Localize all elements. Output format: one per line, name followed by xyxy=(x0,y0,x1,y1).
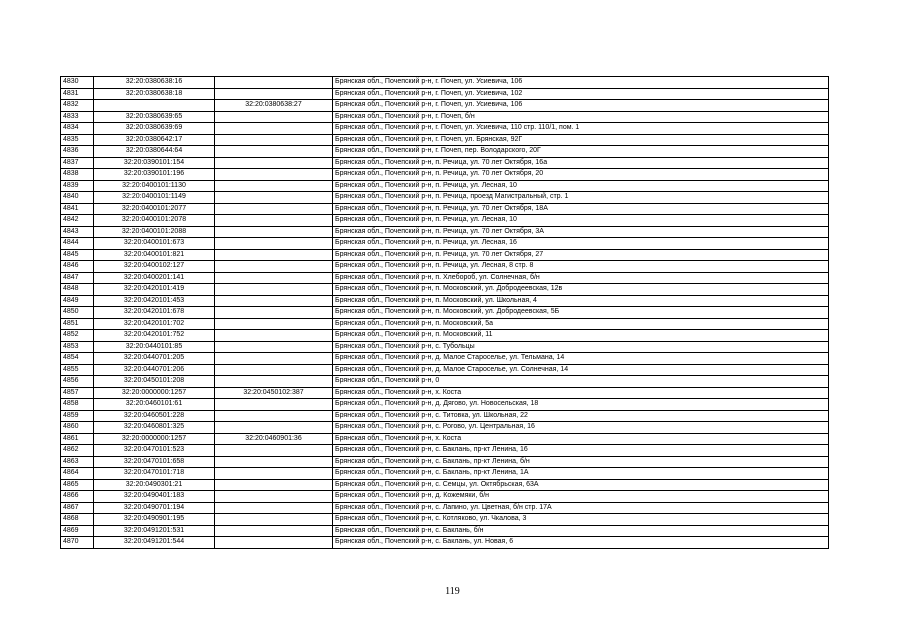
row-number-cell: 4845 xyxy=(61,249,94,261)
parent-cadastral-number-cell xyxy=(215,203,333,215)
cadastral-number-cell: 32:20:0420101:752 xyxy=(94,330,215,342)
row-number-cell: 4843 xyxy=(61,226,94,238)
page-number: 119 xyxy=(445,586,460,597)
row-number-cell: 4854 xyxy=(61,353,94,365)
cadastral-number-cell: 32:20:0390101:196 xyxy=(94,169,215,181)
cadastral-number-cell: 32:20:0000000:1257 xyxy=(94,387,215,399)
address-cell: Брянская обл., Почепский р-н, г. Почеп, ул. Усиевича, 102 xyxy=(333,88,829,100)
address-cell: Брянская обл., Почепский р-н, с. Рогово, ул. Центральная, 16 xyxy=(333,422,829,434)
cadastral-number-cell: 32:20:0380642:17 xyxy=(94,134,215,146)
row-number-cell: 4851 xyxy=(61,318,94,330)
row-number-cell: 4839 xyxy=(61,180,94,192)
row-number-cell: 4841 xyxy=(61,203,94,215)
address-cell: Брянская обл., Почепский р-н, п. Речица, ул. 70 лет Октября, 3А xyxy=(333,226,829,238)
row-number-cell: 4859 xyxy=(61,410,94,422)
parent-cadastral-number-cell: 32:20:0380638:27 xyxy=(215,100,333,112)
cadastral-number-cell: 32:20:0380639:65 xyxy=(94,111,215,123)
address-cell: Брянская обл., Почепский р-н, 0 xyxy=(333,376,829,388)
table-row xyxy=(61,537,829,549)
table-row xyxy=(61,456,829,468)
address-cell: Брянская обл., Почепский р-н, с. Титовка, ул. Школьная, 22 xyxy=(333,410,829,422)
parent-cadastral-number-cell xyxy=(215,330,333,342)
parent-cadastral-number-cell xyxy=(215,341,333,353)
address-cell: Брянская обл., Почепский р-н, п. Московский, ул. Добродеевская, 5Б xyxy=(333,307,829,319)
parent-cadastral-number-cell xyxy=(215,157,333,169)
address-cell: Брянская обл., Почепский р-н, п. Речица, ул. 70 лет Октября, 18А xyxy=(333,203,829,215)
address-cell: Брянская обл., Почепский р-н, г. Почеп, ул. Брянская, 92Г xyxy=(333,134,829,146)
row-number-cell: 4833 xyxy=(61,111,94,123)
parent-cadastral-number-cell xyxy=(215,272,333,284)
row-number-cell: 4862 xyxy=(61,445,94,457)
table-row xyxy=(61,157,829,169)
parent-cadastral-number-cell xyxy=(215,422,333,434)
table-row xyxy=(61,295,829,307)
cadastral-number-cell: 32:20:0400101:2078 xyxy=(94,215,215,227)
cadastral-number-cell: 32:20:0491201:544 xyxy=(94,537,215,549)
cadastral-number-cell: 32:20:0470101:658 xyxy=(94,456,215,468)
parent-cadastral-number-cell xyxy=(215,249,333,261)
cadastral-number-cell: 32:20:0400101:1130 xyxy=(94,180,215,192)
table-row xyxy=(61,111,829,123)
cadastral-number-cell: 32:20:0400101:673 xyxy=(94,238,215,250)
row-number-cell: 4857 xyxy=(61,387,94,399)
table-row xyxy=(61,226,829,238)
parent-cadastral-number-cell xyxy=(215,502,333,514)
cadastral-number-cell: 32:20:0450101:208 xyxy=(94,376,215,388)
cadastral-number-cell: 32:20:0380644:64 xyxy=(94,146,215,158)
row-number-cell: 4866 xyxy=(61,491,94,503)
address-cell: Брянская обл., Почепский р-н, п. Речица, ул. Лесная, 10 xyxy=(333,180,829,192)
row-number-cell: 4844 xyxy=(61,238,94,250)
table-row xyxy=(61,387,829,399)
cadastral-number-cell: 32:20:0490401:183 xyxy=(94,491,215,503)
parent-cadastral-number-cell xyxy=(215,353,333,365)
row-number-cell: 4846 xyxy=(61,261,94,273)
table-row xyxy=(61,479,829,491)
table-row xyxy=(61,514,829,526)
table-row xyxy=(61,123,829,135)
cadastral-number-cell: 32:20:0420101:453 xyxy=(94,295,215,307)
cadastral-number-cell: 32:20:0460801:325 xyxy=(94,422,215,434)
cadastral-number-cell: 32:20:0400101:821 xyxy=(94,249,215,261)
parent-cadastral-number-cell xyxy=(215,284,333,296)
parent-cadastral-number-cell xyxy=(215,146,333,158)
parent-cadastral-number-cell xyxy=(215,537,333,549)
row-number-cell: 4852 xyxy=(61,330,94,342)
address-cell: Брянская обл., Почепский р-н, п. Московский, ул. Школьная, 4 xyxy=(333,295,829,307)
address-cell: Брянская обл., Почепский р-н, п. Московский, ул. Добродеевская, 12в xyxy=(333,284,829,296)
address-cell: Брянская обл., Почепский р-н, с. Баклань, ул. Новая, 6 xyxy=(333,537,829,549)
row-number-cell: 4853 xyxy=(61,341,94,353)
address-cell: Брянская обл., Почепский р-н, п. Речица, ул. 70 лет Октября, 16а xyxy=(333,157,829,169)
address-cell: Брянская обл., Почепский р-н, г. Почеп, ул. Усиевича, 106 xyxy=(333,77,829,89)
parent-cadastral-number-cell xyxy=(215,226,333,238)
row-number-cell: 4848 xyxy=(61,284,94,296)
row-number-cell: 4832 xyxy=(61,100,94,112)
address-cell: Брянская обл., Почепский р-н, с. Баклань, пр-кт Ленина, б/н xyxy=(333,456,829,468)
row-number-cell: 4861 xyxy=(61,433,94,445)
row-number-cell: 4865 xyxy=(61,479,94,491)
row-number-cell: 4837 xyxy=(61,157,94,169)
table-row xyxy=(61,410,829,422)
row-number-cell: 4858 xyxy=(61,399,94,411)
row-number-cell: 4830 xyxy=(61,77,94,89)
table-row xyxy=(61,341,829,353)
row-number-cell: 4860 xyxy=(61,422,94,434)
cadastral-number-cell: 32:20:0490301:21 xyxy=(94,479,215,491)
address-cell: Брянская обл., Почепский р-н, с. Лапино, ул. Цветная, б/н стр. 17А xyxy=(333,502,829,514)
cadastral-number-cell: 32:20:0491201:531 xyxy=(94,525,215,537)
cadastral-number-cell: 32:20:0380639:69 xyxy=(94,123,215,135)
table-row xyxy=(61,445,829,457)
cadastral-number-cell: 32:20:0490701:194 xyxy=(94,502,215,514)
row-number-cell: 4863 xyxy=(61,456,94,468)
table-row xyxy=(61,192,829,204)
parent-cadastral-number-cell xyxy=(215,111,333,123)
address-cell: Брянская обл., Почепский р-н, х. Коста xyxy=(333,387,829,399)
parent-cadastral-number-cell xyxy=(215,456,333,468)
table-row xyxy=(61,134,829,146)
row-number-cell: 4867 xyxy=(61,502,94,514)
row-number-cell: 4834 xyxy=(61,123,94,135)
address-cell: Брянская обл., Почепский р-н, д. Кожемяки, б/н xyxy=(333,491,829,503)
cadastral-number-cell: 32:20:0400101:1149 xyxy=(94,192,215,204)
cadastral-number-cell: 32:20:0420101:419 xyxy=(94,284,215,296)
table-row xyxy=(61,100,829,112)
address-cell: Брянская обл., Почепский р-н, г. Почеп, ул. Усиевича, 110 стр. 110/1, пом. 1 xyxy=(333,123,829,135)
cadastral-number-cell: 32:20:0470101:718 xyxy=(94,468,215,480)
cadastral-number-cell: 32:20:0420101:702 xyxy=(94,318,215,330)
table-row xyxy=(61,272,829,284)
registry-table-body xyxy=(61,77,829,549)
address-cell: Брянская обл., Почепский р-н, п. Московский, 11 xyxy=(333,330,829,342)
cadastral-number-cell: 32:20:0380638:18 xyxy=(94,88,215,100)
parent-cadastral-number-cell xyxy=(215,169,333,181)
table-row xyxy=(61,88,829,100)
row-number-cell: 4842 xyxy=(61,215,94,227)
parent-cadastral-number-cell xyxy=(215,514,333,526)
parent-cadastral-number-cell: 32:20:0460901:36 xyxy=(215,433,333,445)
parent-cadastral-number-cell xyxy=(215,364,333,376)
address-cell: Брянская обл., Почепский р-н, с. Тубольцы xyxy=(333,341,829,353)
table-row xyxy=(61,422,829,434)
parent-cadastral-number-cell xyxy=(215,88,333,100)
cadastral-number-cell xyxy=(94,100,215,112)
row-number-cell: 4864 xyxy=(61,468,94,480)
table-row xyxy=(61,491,829,503)
address-cell: Брянская обл., Почепский р-н, г. Почеп, ул. Усиевича, 106 xyxy=(333,100,829,112)
row-number-cell: 4849 xyxy=(61,295,94,307)
cadastral-number-cell: 32:20:0000000:1257 xyxy=(94,433,215,445)
cadastral-number-cell: 32:20:0380638:16 xyxy=(94,77,215,89)
table-row xyxy=(61,376,829,388)
cadastral-number-cell: 32:20:0460501:228 xyxy=(94,410,215,422)
row-number-cell: 4850 xyxy=(61,307,94,319)
cadastral-number-cell: 32:20:0400101:2088 xyxy=(94,226,215,238)
parent-cadastral-number-cell xyxy=(215,318,333,330)
table-row xyxy=(61,502,829,514)
row-number-cell: 4868 xyxy=(61,514,94,526)
row-number-cell: 4840 xyxy=(61,192,94,204)
table-row xyxy=(61,364,829,376)
cadastral-number-cell: 32:20:0440701:205 xyxy=(94,353,215,365)
parent-cadastral-number-cell xyxy=(215,123,333,135)
table-row xyxy=(61,399,829,411)
parent-cadastral-number-cell xyxy=(215,445,333,457)
parent-cadastral-number-cell xyxy=(215,376,333,388)
table-row xyxy=(61,77,829,89)
address-cell: Брянская обл., Почепский р-н, г. Почеп, б/н xyxy=(333,111,829,123)
cadastral-number-cell: 32:20:0400102:127 xyxy=(94,261,215,273)
row-number-cell: 4869 xyxy=(61,525,94,537)
cadastral-number-cell: 32:20:0400201:141 xyxy=(94,272,215,284)
address-cell: Брянская обл., Почепский р-н, п. Речица, проезд Магистральный, стр. 1 xyxy=(333,192,829,204)
parent-cadastral-number-cell xyxy=(215,525,333,537)
address-cell: Брянская обл., Почепский р-н, п. Речица, ул. Лесная, 10 xyxy=(333,215,829,227)
address-cell: Брянская обл., Почепский р-н, с. Котляково, ул. Чкалова, 3 xyxy=(333,514,829,526)
address-cell: Брянская обл., Почепский р-н, г. Почеп, пер. Володарского, 20Г xyxy=(333,146,829,158)
parent-cadastral-number-cell xyxy=(215,180,333,192)
row-number-cell: 4870 xyxy=(61,537,94,549)
table-row xyxy=(61,169,829,181)
parent-cadastral-number-cell: 32:20:0450102:387 xyxy=(215,387,333,399)
table-row xyxy=(61,307,829,319)
cadastral-number-cell: 32:20:0490901:195 xyxy=(94,514,215,526)
address-cell: Брянская обл., Почепский р-н, п. Речица, ул. Лесная, 8 стр. 8 xyxy=(333,261,829,273)
row-number-cell: 4835 xyxy=(61,134,94,146)
table-row xyxy=(61,468,829,480)
address-cell: Брянская обл., Почепский р-н, д. Малое Староселье, ул. Тельмана, 14 xyxy=(333,353,829,365)
table-row xyxy=(61,318,829,330)
address-cell: Брянская обл., Почепский р-н, д. Малое Староселье, ул. Солнечная, 14 xyxy=(333,364,829,376)
table-row xyxy=(61,284,829,296)
address-cell: Брянская обл., Почепский р-н, п. Московский, 5а xyxy=(333,318,829,330)
parent-cadastral-number-cell xyxy=(215,468,333,480)
address-cell: Брянская обл., Почепский р-н, п. Речица, ул. 70 лет Октября, 27 xyxy=(333,249,829,261)
cadastral-number-cell: 32:20:0400101:2077 xyxy=(94,203,215,215)
row-number-cell: 4831 xyxy=(61,88,94,100)
address-cell: Брянская обл., Почепский р-н, х. Коста xyxy=(333,433,829,445)
table-row xyxy=(61,180,829,192)
parent-cadastral-number-cell xyxy=(215,192,333,204)
parent-cadastral-number-cell xyxy=(215,399,333,411)
registry-table xyxy=(60,76,829,549)
table-row xyxy=(61,330,829,342)
row-number-cell: 4855 xyxy=(61,364,94,376)
address-cell: Брянская обл., Почепский р-н, д. Дягово, ул. Новосельская, 18 xyxy=(333,399,829,411)
row-number-cell: 4838 xyxy=(61,169,94,181)
row-number-cell: 4856 xyxy=(61,376,94,388)
cadastral-number-cell: 32:20:0390101:154 xyxy=(94,157,215,169)
parent-cadastral-number-cell xyxy=(215,410,333,422)
parent-cadastral-number-cell xyxy=(215,215,333,227)
parent-cadastral-number-cell xyxy=(215,77,333,89)
address-cell: Брянская обл., Почепский р-н, п. Хлебороб, ул. Солнечная, б/н xyxy=(333,272,829,284)
row-number-cell: 4836 xyxy=(61,146,94,158)
parent-cadastral-number-cell xyxy=(215,295,333,307)
row-number-cell: 4847 xyxy=(61,272,94,284)
parent-cadastral-number-cell xyxy=(215,261,333,273)
table-row xyxy=(61,433,829,445)
parent-cadastral-number-cell xyxy=(215,134,333,146)
cadastral-number-cell: 32:20:0420101:678 xyxy=(94,307,215,319)
address-cell: Брянская обл., Почепский р-н, с. Баклань, пр-кт Ленина, 1А xyxy=(333,468,829,480)
cadastral-number-cell: 32:20:0440101:85 xyxy=(94,341,215,353)
address-cell: Брянская обл., Почепский р-н, с. Семцы, ул. Октябрьская, 63А xyxy=(333,479,829,491)
table-row xyxy=(61,353,829,365)
cadastral-number-cell: 32:20:0460101:61 xyxy=(94,399,215,411)
table-row xyxy=(61,238,829,250)
parent-cadastral-number-cell xyxy=(215,479,333,491)
table-row xyxy=(61,215,829,227)
cadastral-number-cell: 32:20:0440701:206 xyxy=(94,364,215,376)
parent-cadastral-number-cell xyxy=(215,238,333,250)
address-cell: Брянская обл., Почепский р-н, с. Баклань, пр-кт Ленина, 16 xyxy=(333,445,829,457)
table-row xyxy=(61,525,829,537)
table-row xyxy=(61,249,829,261)
parent-cadastral-number-cell xyxy=(215,307,333,319)
table-row xyxy=(61,261,829,273)
cadastral-number-cell: 32:20:0470101:523 xyxy=(94,445,215,457)
table-row xyxy=(61,146,829,158)
parent-cadastral-number-cell xyxy=(215,491,333,503)
address-cell: Брянская обл., Почепский р-н, п. Речица, ул. Лесная, 16 xyxy=(333,238,829,250)
table-row xyxy=(61,203,829,215)
address-cell: Брянская обл., Почепский р-н, с. Баклань, б/н xyxy=(333,525,829,537)
address-cell: Брянская обл., Почепский р-н, п. Речица, ул. 70 лет Октября, 20 xyxy=(333,169,829,181)
